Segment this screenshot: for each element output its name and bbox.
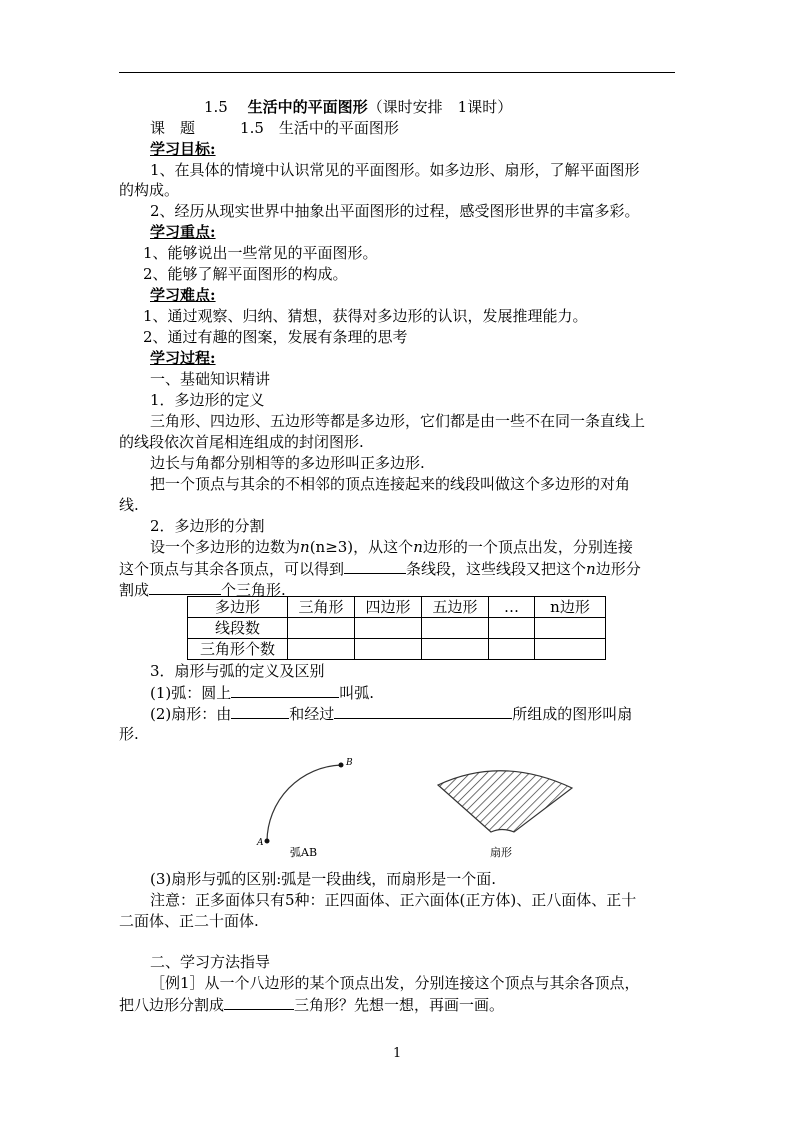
section-2-title: 2．多边形的分割 bbox=[150, 517, 265, 535]
section-3-title: 3．扇形与弧的定义及区别 bbox=[150, 662, 325, 680]
page-number: 1 bbox=[393, 1046, 402, 1061]
table-cell[interactable] bbox=[288, 639, 355, 660]
goal-2: 2、经历从现实世界中抽象出平面图形的过程，感受图形世界的丰富多彩。 bbox=[150, 202, 640, 220]
blank-segments[interactable] bbox=[344, 558, 406, 574]
arc-sector-figure bbox=[240, 748, 620, 863]
point-a-dot bbox=[265, 839, 270, 844]
difficulties-heading: 学习难点: bbox=[150, 286, 216, 304]
regular-polygon-def: 边长与角都分别相等的多边形叫正多边形. bbox=[150, 454, 425, 472]
sector-shape bbox=[438, 771, 572, 832]
title-number: 1.5 bbox=[204, 98, 228, 116]
division-text-b: ，从这个 bbox=[353, 538, 414, 556]
table-row bbox=[188, 639, 606, 660]
blank-triangles[interactable] bbox=[149, 579, 221, 595]
table-cell[interactable] bbox=[489, 618, 535, 639]
arc-sector-difference: (3)扇形与弧的区别:弧是一段曲线，而扇形是一个面. bbox=[150, 870, 497, 888]
division-text-h: 个三角形. bbox=[221, 581, 286, 599]
division-var-n: n bbox=[300, 538, 310, 556]
header-ellipsis: … bbox=[489, 597, 535, 618]
point-b-dot bbox=[339, 763, 344, 768]
sector-definition-end: 形. bbox=[119, 725, 139, 743]
row-label-triangles: 三角形个数 bbox=[188, 639, 288, 660]
table-cell[interactable] bbox=[422, 639, 489, 660]
header-pentagon: 五边形 bbox=[422, 597, 489, 618]
difficulty-2: 2、通过有趣的图案，发展有条理的思考 bbox=[143, 328, 408, 346]
table-cell[interactable] bbox=[355, 639, 422, 660]
subject-value: 1.5 生活中的平面图形 bbox=[240, 119, 399, 137]
division-text-e: 条线段，这些线段又把这个 bbox=[406, 560, 587, 578]
lesson-title bbox=[204, 96, 512, 117]
goal-1-line1: 1、在具体的情境中认识常见的平面图形。如多边形、扇形，了解平面图形 bbox=[150, 161, 640, 179]
table-cell[interactable] bbox=[422, 618, 489, 639]
table-cell[interactable] bbox=[355, 618, 422, 639]
arc-definition bbox=[150, 682, 374, 704]
part-two-heading: 二、学习方法指导 bbox=[150, 953, 271, 971]
point-b-label: B bbox=[346, 758, 353, 768]
example-line1: ［例1］从一个八边形的某个顶点出发，分别连接这个顶点与其余各顶点， bbox=[150, 974, 640, 992]
table-header-row bbox=[188, 597, 606, 618]
row-label-segments: 线段数 bbox=[188, 618, 288, 639]
header-rule bbox=[119, 72, 675, 73]
key-point-2: 2、能够了解平面图形的构成。 bbox=[143, 265, 348, 283]
goals-heading: 学习目标: bbox=[150, 140, 216, 158]
goal-1-line2: 的构成。 bbox=[119, 181, 180, 199]
blank-sector-2[interactable] bbox=[334, 703, 512, 719]
note-line1: 注意：正多面体只有5种：正四面体、正六面体(正方体)、正八面体、正十 bbox=[150, 891, 637, 909]
division-text-a: 设一个多边形的边数为 bbox=[150, 538, 301, 556]
sector-definition bbox=[150, 703, 632, 725]
diagonal-def-line2: 线. bbox=[119, 496, 139, 514]
subject-label: 课 题 bbox=[150, 119, 196, 137]
arc-ab bbox=[267, 765, 341, 841]
sector-text-b: 和经过 bbox=[289, 705, 335, 723]
process-heading: 学习过程: bbox=[150, 349, 216, 367]
example-text-a: 把八边形分割成 bbox=[119, 996, 225, 1014]
part-one-heading: 一、基础知识精讲 bbox=[150, 370, 271, 388]
blank-example[interactable] bbox=[224, 994, 294, 1010]
polygon-def-line1: 三角形、四边形、五边形等都是多边形，它们都是由一些不在同一条直线上 bbox=[150, 412, 646, 430]
division-var-n3: n bbox=[586, 560, 596, 578]
title-note: （课时安排 1课时） bbox=[367, 98, 513, 116]
blank-sector-1[interactable] bbox=[231, 703, 289, 719]
sector-caption: 扇形 bbox=[490, 846, 512, 859]
sector-text-c: 所组成的图形叫扇 bbox=[512, 705, 633, 723]
header-triangle: 三角形 bbox=[288, 597, 355, 618]
subject-line bbox=[150, 118, 399, 139]
example-text-b: 三角形？先想一想，再画一画。 bbox=[294, 996, 505, 1014]
division-line1 bbox=[150, 537, 633, 558]
division-line2 bbox=[119, 558, 641, 580]
blank-arc[interactable] bbox=[231, 682, 339, 698]
sector-text-a: (2)扇形：由 bbox=[150, 705, 232, 723]
division-var-n2: n bbox=[413, 538, 423, 556]
table-cell[interactable] bbox=[535, 639, 606, 660]
header-quadrilateral: 四边形 bbox=[355, 597, 422, 618]
division-condition: (n≥3) bbox=[309, 538, 354, 556]
difficulty-1: 1、通过观察、归纳、猜想，获得对多边形的认识，发展推理能力。 bbox=[143, 307, 588, 325]
point-a-label: A bbox=[257, 838, 264, 848]
polygon-table bbox=[187, 596, 606, 660]
header-polygon: 多边形 bbox=[188, 597, 288, 618]
arc-text-a: (1)弧：圆上 bbox=[150, 684, 232, 702]
note-line2: 二面体、正二十面体. bbox=[119, 912, 259, 930]
key-points-heading: 学习重点: bbox=[150, 223, 216, 241]
header-n-gon: n边形 bbox=[535, 597, 606, 618]
table-cell[interactable] bbox=[489, 639, 535, 660]
division-text-f: 边形分 bbox=[595, 560, 641, 578]
table-row bbox=[188, 618, 606, 639]
division-text-c: 边形的一个顶点出发，分别连接 bbox=[422, 538, 633, 556]
section-1-title: 1．多边形的定义 bbox=[150, 391, 265, 409]
diagonal-def-line1: 把一个顶点与其余的不相邻的顶点连接起来的线段叫做这个多边形的对角 bbox=[150, 475, 631, 493]
example-line2 bbox=[119, 994, 504, 1016]
table-cell[interactable] bbox=[535, 618, 606, 639]
division-text-g: 割成 bbox=[119, 581, 150, 599]
table-cell[interactable] bbox=[288, 618, 355, 639]
key-point-1: 1、能够说出一些常见的平面图形。 bbox=[143, 244, 378, 262]
polygon-def-line2: 的线段依次首尾相连组成的封闭图形. bbox=[119, 433, 364, 451]
division-text-d: 这个顶点与其余各顶点，可以得到 bbox=[119, 560, 345, 578]
arc-text-b: 叫弧. bbox=[339, 684, 375, 702]
title-main: 生活中的平面图形 bbox=[247, 98, 368, 116]
arc-caption: 弧AB bbox=[290, 846, 318, 859]
